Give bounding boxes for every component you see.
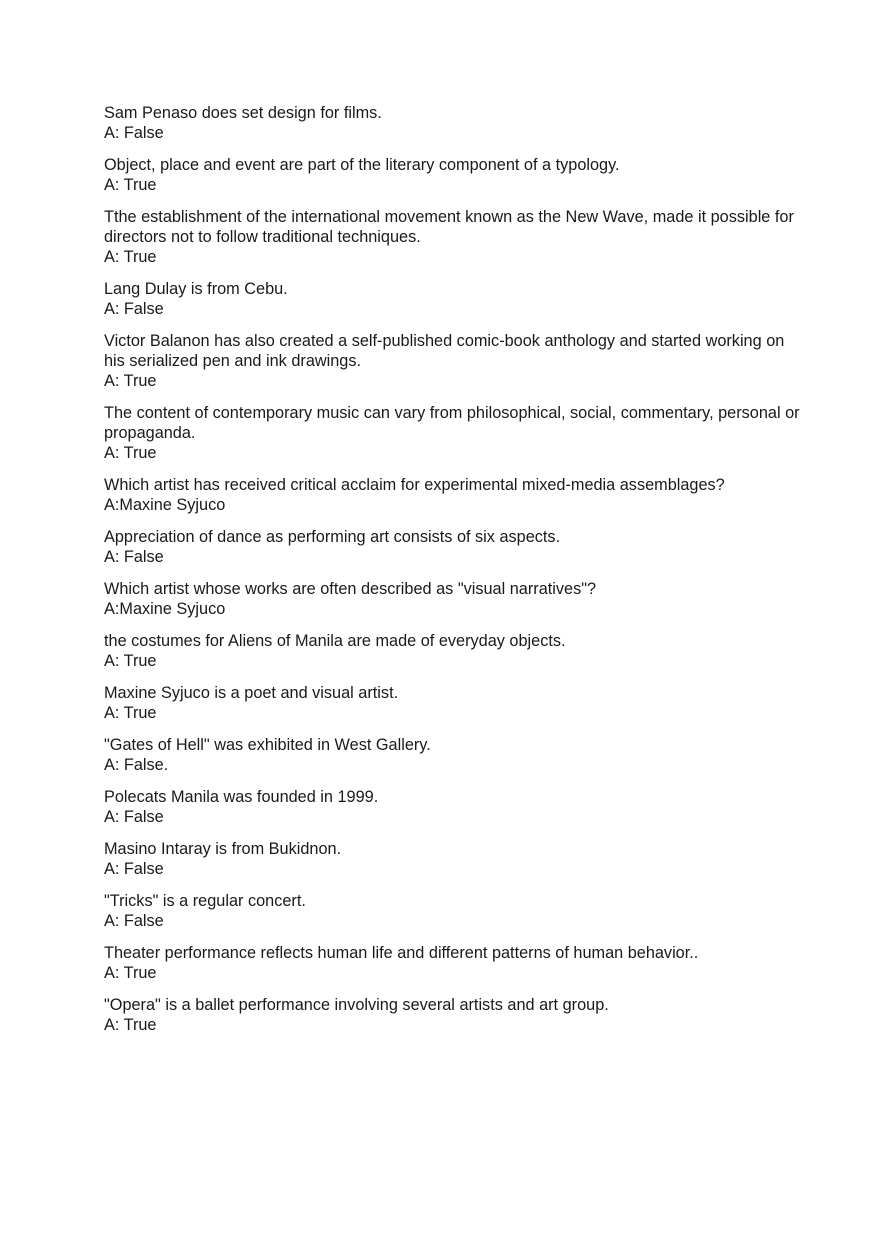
question-text: The content of contemporary music can vary from philosophical, social, commentary, personal or propaganda. [104, 404, 800, 442]
answer-text: A: False [104, 124, 164, 142]
question-text: Theater performance reflects human life and different patterns of human behavior.. [104, 944, 699, 962]
qa-item [104, 787, 804, 827]
answer-text: A: False [104, 300, 164, 318]
question-text: Which artist has received critical acclaim for experimental mixed-media assemblages? [104, 476, 725, 494]
answer-text: A: True [104, 444, 157, 462]
qa-item [104, 103, 804, 143]
answer-text: A: False [104, 548, 164, 566]
answer-text: A: True [104, 964, 157, 982]
qa-item [104, 207, 804, 267]
answer-text: A: True [104, 1016, 157, 1034]
qa-item [104, 155, 804, 195]
qa-item [104, 331, 804, 391]
answer-text: A: True [104, 372, 157, 390]
qa-item [104, 891, 804, 931]
question-text: Sam Penaso does set design for films. [104, 104, 382, 122]
answer-text: A: True [104, 248, 157, 266]
question-text: the costumes for Aliens of Manila are made of everyday objects. [104, 632, 566, 650]
qa-item [104, 943, 804, 983]
question-text: Which artist whose works are often described as "visual narratives"? [104, 580, 597, 598]
answer-text: A: True [104, 652, 157, 670]
qa-item [104, 839, 804, 879]
question-text: "Opera" is a ballet performance involving several artists and art group. [104, 996, 609, 1014]
document-page [104, 103, 804, 1047]
question-text: Tthe establishment of the international movement known as the New Wave, made it possible for directors not to follow traditional techniques. [104, 208, 794, 246]
answer-text: A:Maxine Syjuco [104, 600, 226, 618]
answer-text: A: False [104, 912, 164, 930]
qa-item [104, 995, 804, 1035]
qa-item [104, 527, 804, 567]
qa-item [104, 735, 804, 775]
answer-text: A: False [104, 808, 164, 826]
question-text: Object, place and event are part of the literary component of a typology. [104, 156, 620, 174]
question-text: Appreciation of dance as performing art consists of six aspects. [104, 528, 561, 546]
question-text: Polecats Manila was founded in 1999. [104, 788, 379, 806]
answer-text: A: False. [104, 756, 169, 774]
answer-text: A: True [104, 176, 157, 194]
answer-text: A: True [104, 704, 157, 722]
question-text: "Gates of Hell" was exhibited in West Gallery. [104, 736, 431, 754]
answer-text: A:Maxine Syjuco [104, 496, 226, 514]
qa-item [104, 631, 804, 671]
question-text: Victor Balanon has also created a self-published comic-book anthology and started working on his serialized pen and ink drawings. [104, 332, 785, 370]
qa-item [104, 403, 804, 463]
question-text: Maxine Syjuco is a poet and visual artist. [104, 684, 399, 702]
qa-item [104, 279, 804, 319]
question-text: Lang Dulay is from Cebu. [104, 280, 288, 298]
answer-text: A: False [104, 860, 164, 878]
qa-item [104, 579, 804, 619]
qa-item [104, 683, 804, 723]
question-text: Masino Intaray is from Bukidnon. [104, 840, 342, 858]
qa-item [104, 475, 804, 515]
question-text: "Tricks" is a regular concert. [104, 892, 306, 910]
